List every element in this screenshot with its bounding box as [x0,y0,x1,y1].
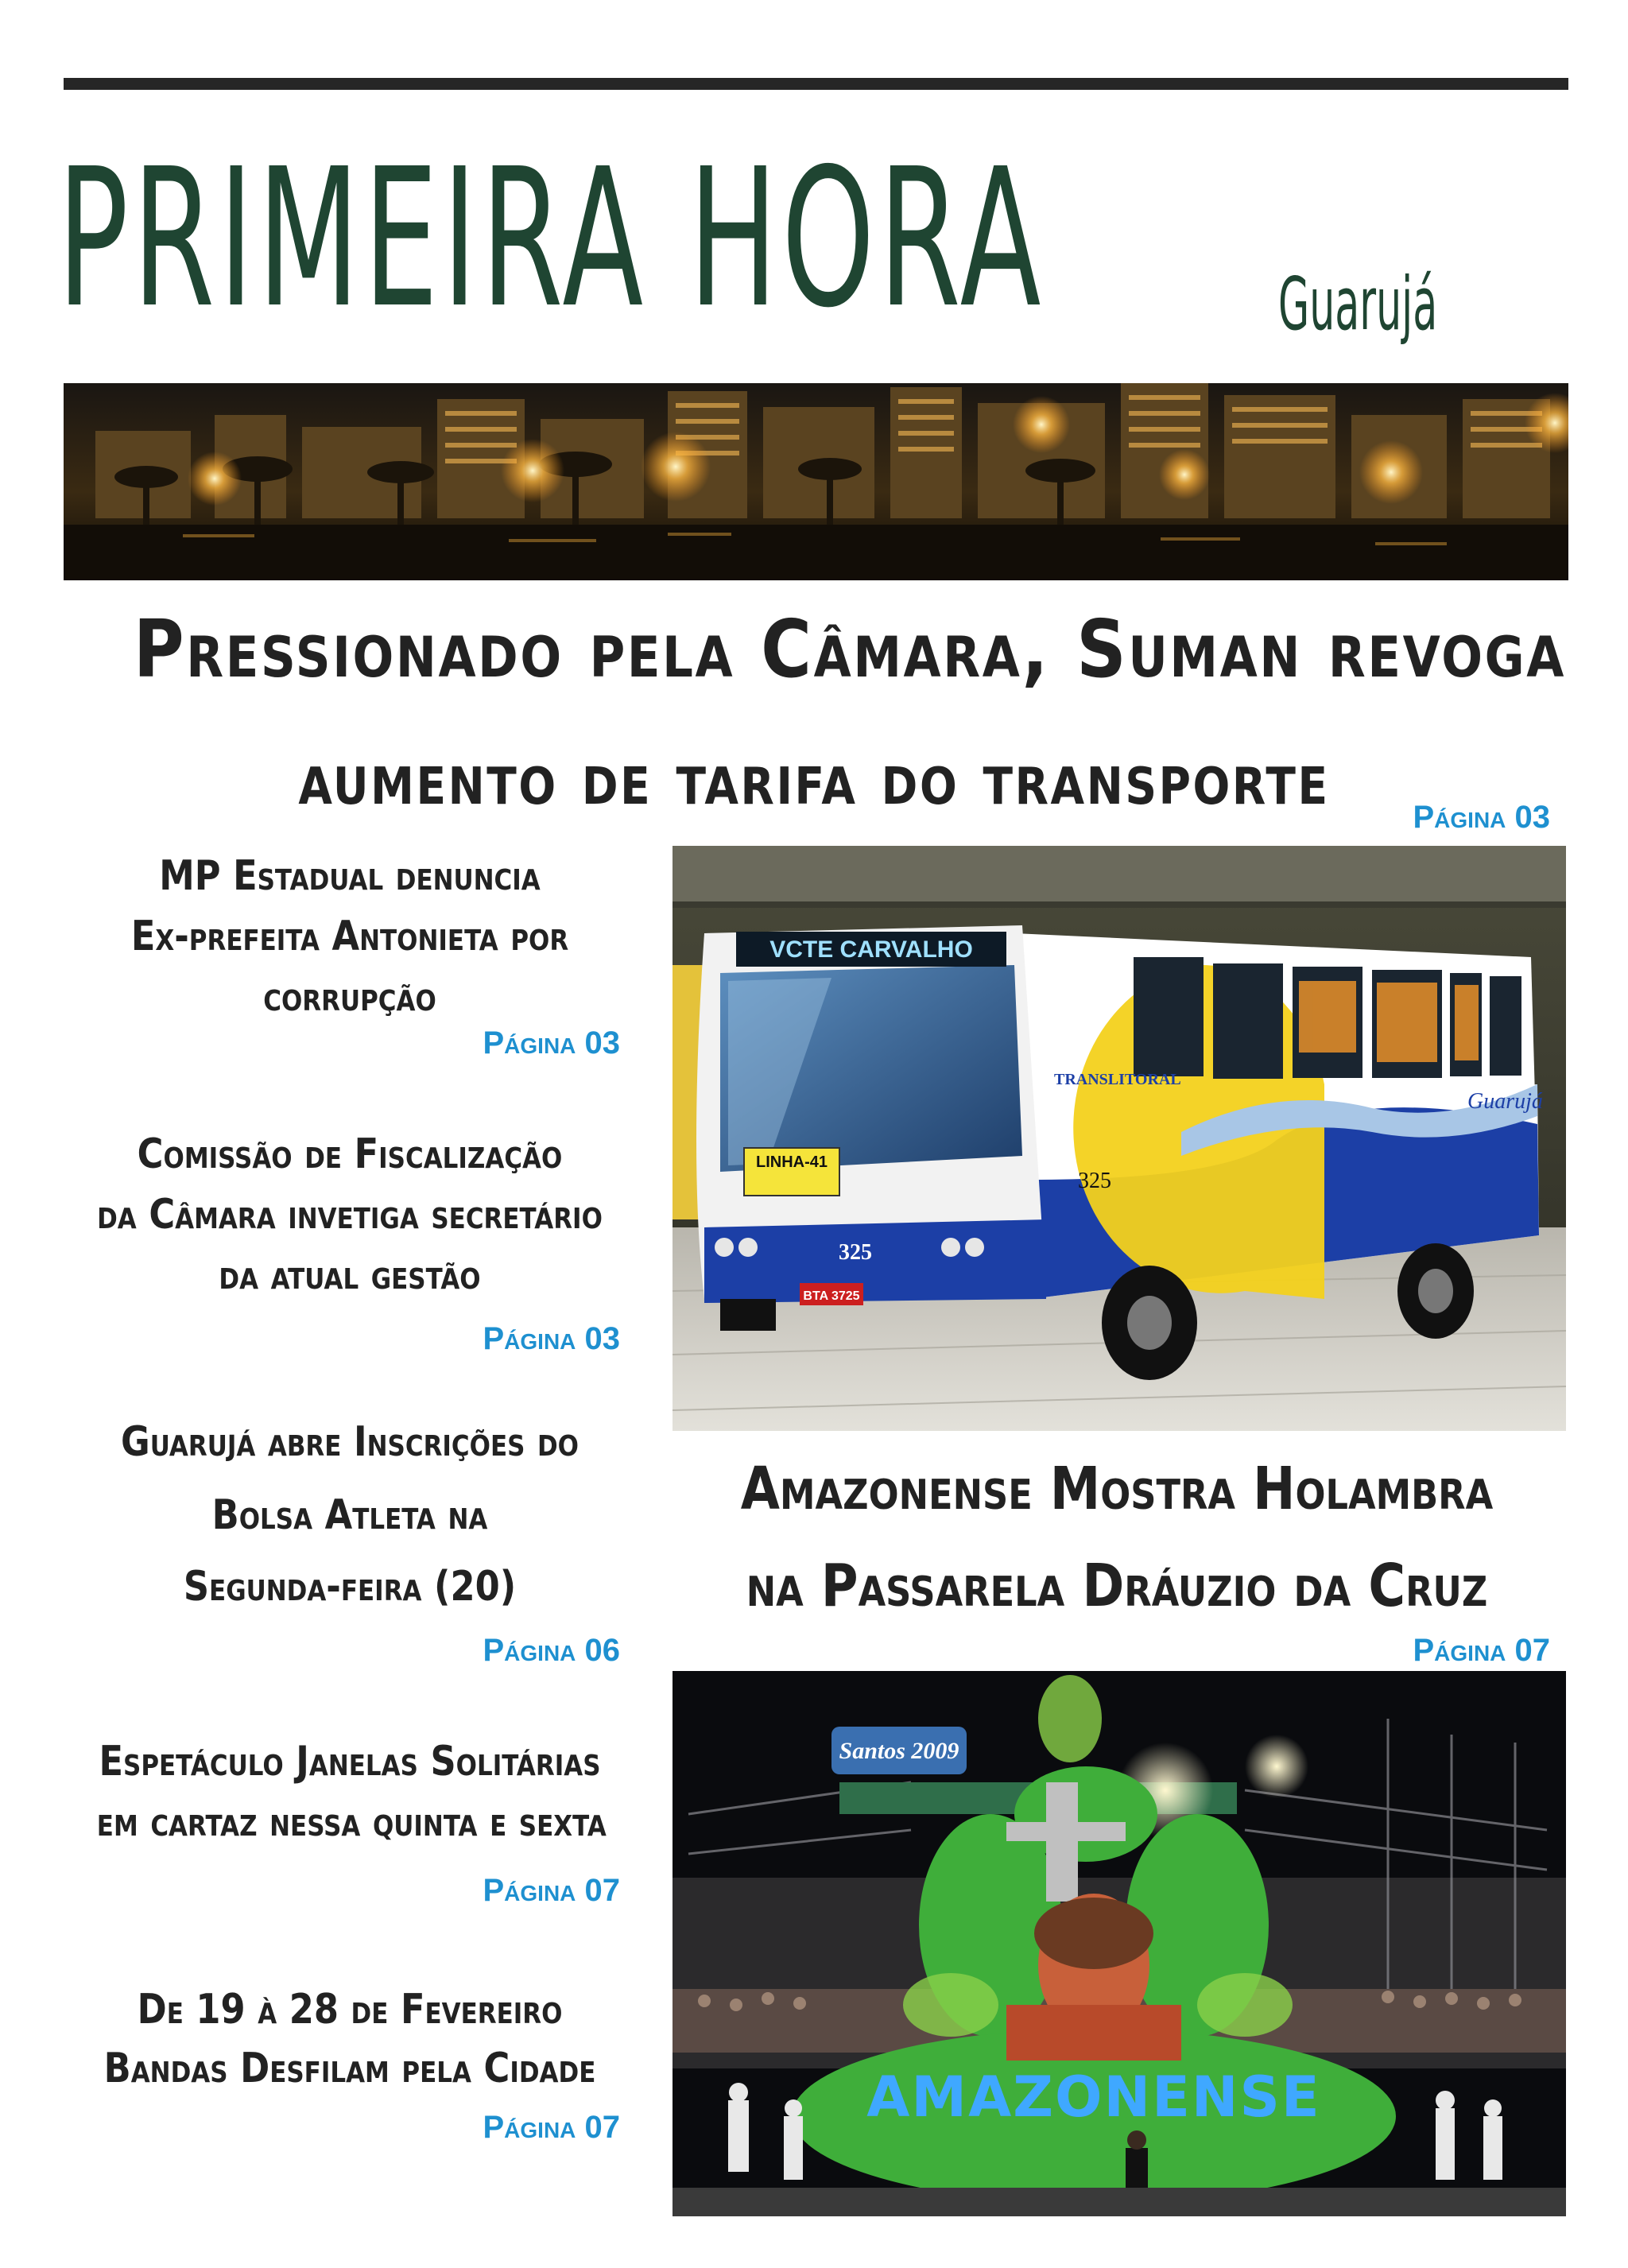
bus-side-number: 325 [1078,1169,1111,1193]
feature-page-ref[interactable]: Página 07 [1413,1633,1550,1668]
bus-route-sign: LINHA-41 [755,1153,828,1171]
story-comissao-page-ref[interactable]: Página 03 [483,1321,620,1356]
story-bandas-line-1: De 19 à 28 de Fevereiro [137,1986,563,2033]
float-letters: AMAZONENSE [866,2064,1321,2130]
story-espetaculo-line-2: em cartaz nessa quinta e sexta [96,1798,607,1846]
lead-headline-line-1: Pressionado pela Câmara, Suman revoga [133,603,1566,696]
story-mp-line-3: corrupção [263,973,436,1021]
story-bolsa-line-1: Guarujá abre Inscrições do [120,1418,579,1466]
story-bandas-page-ref[interactable]: Página 07 [483,2110,620,2145]
story-comissao-line-1: Comissão de Fiscalização [137,1130,563,1178]
carnival-parade-photo [673,1671,1566,2216]
story-mp-line-2: Ex-prefeita Antonieta por [130,913,569,960]
bus-license-plate: BTA 3725 [803,1289,860,1303]
lead-page-ref[interactable]: Página 03 [1413,800,1550,835]
top-rule [64,78,1568,90]
bus-front-number: 325 [839,1240,872,1265]
lead-headline-line-2: aumento de tarifa do transporte [298,736,1330,821]
bus-photo [673,846,1566,1431]
feature-headline-line-1: Amazonense Mostra Holambra [740,1455,1494,1523]
carnival-sign: Santos 2009 [839,1738,959,1764]
story-mp-page-ref[interactable]: Página 03 [483,1025,620,1060]
story-mp-line-1: MP Estadual denuncia [159,852,541,900]
skyline-banner-photo [64,383,1568,580]
story-bolsa-page-ref[interactable]: Página 06 [483,1633,620,1668]
bus-destination-sign: VCTE CARVALHO [769,936,973,963]
story-comissao-line-3: da atual gestão [219,1251,481,1299]
bus-operator-label: TRANSLITORAL [1054,1071,1181,1088]
story-espetaculo-page-ref[interactable]: Página 07 [483,1873,620,1908]
feature-headline-line-2: na Passarela Dráuzio da Cruz [746,1552,1488,1620]
story-bolsa-line-2: Bolsa Atleta na [211,1491,488,1539]
story-bolsa-line-3: Segunda-feira (20) [183,1563,517,1611]
story-comissao-line-2: da Câmara invetiga secretário [97,1191,603,1239]
story-espetaculo-line-1: Espetáculo Janelas Solitárias [99,1738,601,1785]
masthead-edition: Guarujá [1278,262,1438,347]
masthead-title: PRIMEIRA HORA [57,127,1045,350]
story-bandas-line-2: Bandas Desfilam pela Cidade [103,2045,596,2092]
bus-city-logo: Guarujá [1467,1089,1543,1114]
